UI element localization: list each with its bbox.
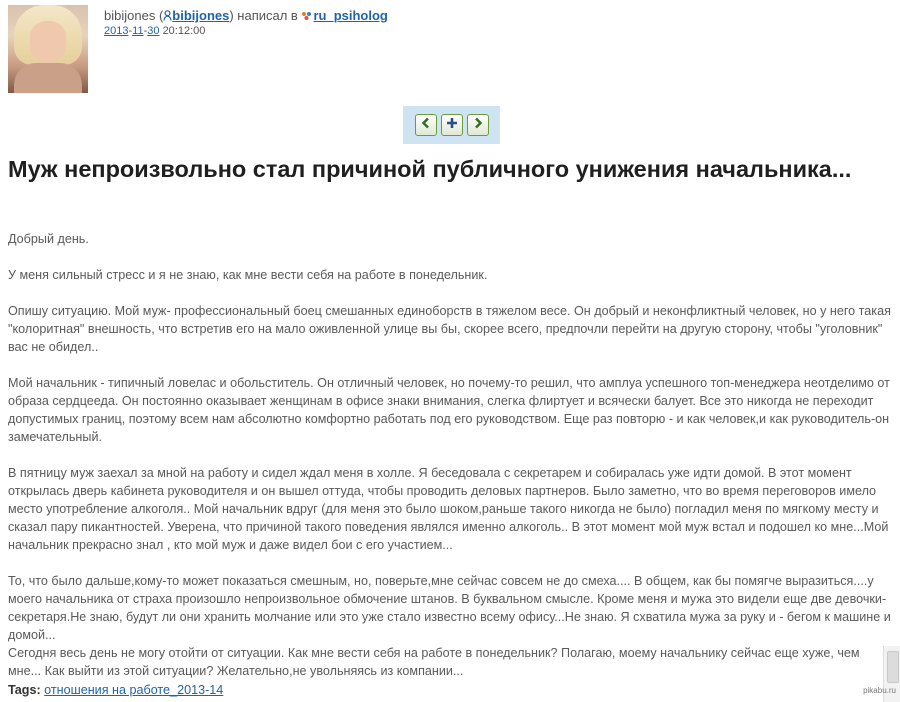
avatar-body bbox=[14, 63, 82, 93]
post-body bbox=[8, 230, 894, 680]
entry-nav bbox=[403, 106, 500, 144]
paragraph-friday: В пятницу муж заехал за мной на работу и сидел ждал меня в холле. Я беседовала с секретарем и собиралась уже идти домой. В этот момент открылась дверь кабинета руководителя и он вышел оттуда, чтобы проводить деловых партнеров. Было заметно, что во время переговоров имело место употребление алкоголя.. Мой начальник вдруг (для меня это было шоком,раньше такого никогда не было) погладил меня по мягкому месту и сказал пару пикантностей. Уверена, что причиной такого поведения являлся именно алкоголь.. В этот момент мой муж встал и подошел ко мне...Мой начальник прекрасно знал , кто мой муж и даже видел бои с его участием... bbox=[8, 466, 889, 552]
arrow-right-icon bbox=[472, 116, 484, 134]
add-memory-button[interactable] bbox=[441, 114, 463, 136]
avatar-face bbox=[30, 21, 66, 63]
post-meta bbox=[104, 7, 388, 39]
author-link[interactable]: bibijones bbox=[172, 8, 230, 23]
scroll-thumb[interactable] bbox=[887, 651, 899, 683]
post-title: Муж непроизвольно стал причиной публичного унижения начальника... bbox=[8, 156, 852, 182]
paragraph-incident: То, что было дальше,кому-то может показаться смешным, но, поверьте,мне сейчас совсем не до смеха.... В общем, как бы помягче выразиться....у моего начальника от страха произошло непроизвольное обмочение штанов. В буквальном смысле. Кроме меня и мужа это видели еще две девочки-секретаря.Не знаю, будут ли они хранить молчание или это уже стало известно всему офису...Не знаю. Я схватила мужа за руку и - бегом к машине и домой... bbox=[8, 574, 891, 642]
next-entry-button[interactable] bbox=[467, 114, 489, 136]
tags-label: Tags: bbox=[8, 683, 41, 697]
date-day-link[interactable]: 30 bbox=[147, 25, 160, 37]
arrow-left-icon bbox=[420, 116, 432, 134]
date-year-link[interactable]: 2013 bbox=[104, 25, 129, 37]
date-month-link[interactable]: 11 bbox=[132, 25, 144, 37]
prev-entry-button[interactable] bbox=[415, 114, 437, 136]
paragraph-question: Сегодня весь день не могу отойти от ситуации. Как мне вести себя на работе в понедельник? Полагаю, моему начальнику сейчас еще хуже, чем мне... Как выйти из этой ситуации? Желательно,не увольняясь из компании... bbox=[8, 646, 860, 678]
author-name: bibijones bbox=[104, 8, 156, 23]
paragraph-greeting: Добрый день. bbox=[8, 232, 89, 246]
plus-icon bbox=[446, 116, 458, 134]
post-time: 20:12:00 bbox=[162, 25, 206, 37]
tag-link[interactable]: отношения на работе_2013-14 bbox=[44, 683, 224, 697]
post-date: 2013-11-30 20:12:00 bbox=[104, 25, 206, 37]
community-link[interactable]: ru_psiholog bbox=[313, 8, 388, 23]
wrote-in-label: написал в bbox=[237, 8, 298, 23]
paragraph-stress: У меня сильный стресс и я не знаю, как мне вести себя на работе в понедельник. bbox=[8, 268, 488, 282]
post-byline: bibijones ( bibijones) написал в ru_psiholog bbox=[104, 8, 388, 23]
avatar[interactable] bbox=[8, 5, 88, 93]
user-icon bbox=[163, 8, 172, 19]
tags-line bbox=[8, 683, 223, 698]
community-icon bbox=[301, 8, 312, 19]
watermark: pikabu.ru bbox=[863, 686, 896, 695]
paragraph-husband: Опишу ситуацию. Мой муж- профессиональный боец смешанных единоборств в тяжелом весе. Он добрый и неконфликтный человек, но у него такая "колоритная" внешность, что встретив его на мало оживленной улице вы бы, скорее всего, предпочли перейти на другую сторону, чтобы "уголовник" вас не обидел.. bbox=[8, 304, 891, 354]
paragraph-boss: Мой начальник - типичный ловелас и обольститель. Он отличный человек, но почему-то решил, что амплуа успешного топ-менеджера неотделимо от образа сердцееда. Он постоянно оказывает женщинам в офисе знаки внимания, слегка флиртует и всячески балует. Все это никогда не переходит допустимых границ, поэтому всем нам абсолютно комфортно работать под его руководством. Еще раз повторю - и как человек,и как руководитель-он замечательный. bbox=[8, 376, 890, 444]
